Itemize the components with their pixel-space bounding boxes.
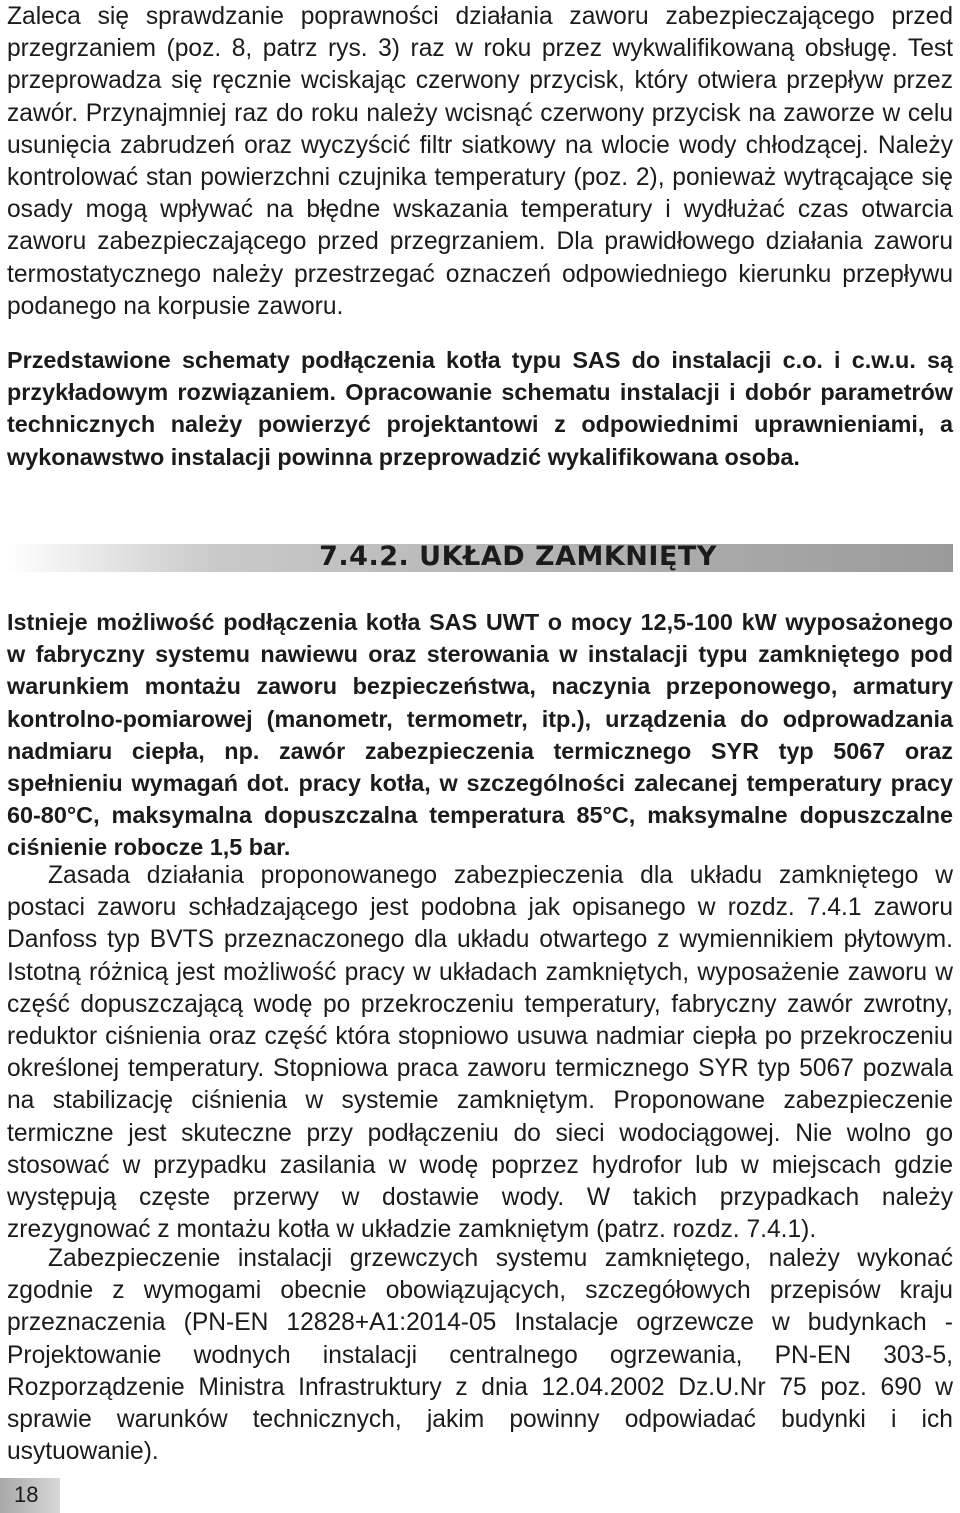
paragraph-regulations: Zabezpieczenie instalacji grzewczych systemu zamkniętego, należy wykonać zgodnie z wymogami obecnie obowiązujących, szczegółowych przepisów kraju przeznaczenia (PN-EN 12828+A1:2014-05 Instalacje ogrzewcze w budynkach - Projektowanie wodnych instalacji centralnego ogrzewania, PN-EN 303-5, Rozporządzenie Ministra Infrastruktury z dnia 12.04.2002 Dz.U.Nr 75 poz. 690 w sprawie warunków technicznych, jakim powinny odpowiadać budynki i ich usytuowanie).	[7, 1245, 953, 1466]
section-heading: 7.4.2. UKŁAD ZAMKNIĘTY	[319, 541, 717, 572]
page-number: 18	[14, 1482, 39, 1507]
paragraph-cooling-valve-principle: Zasada działania proponowanego zabezpieczenia dla układu zamkniętego w postaci zaworu schładzającego jest podobna jak opisanego w rozdz. 7.4.1 zaworu Danfoss typ BVTS przeznaczonego dla układu otwartego z wymiennikiem płytowym. Istotną różnicą jest możliwość pracy w układach zamkniętych, wyposażenie zaworu w część dopuszczającą wodę po przekroczeniu temperatury, fabryczny zawór zwrotny, reduktor ciśnienia oraz część która stopniowo usuwa nadmiar ciepła po przekroczeniu określonej temperatury. Stopniowa praca zaworu termicznego SYR typ 5067 pozwala na stabilizację ciśnienia w systemie zamkniętym. Proponowane zabezpieczenie termiczne jest skuteczne przy podłączeniu do sieci wodociągowej. Nie wolno go stosować w przypadku zasilania w wodę poprzez hydrofor lub w miejscach gdzie występują częste przerwy w dostawie wody. W takich przypadkach należy zrezygnować z montażu kotła w układzie zamkniętym (patrz. rozdz. 7.4.1).	[7, 862, 953, 1244]
paragraph-schemes-note: Przedstawione schematy podłączenia kotła typu SAS do instalacji c.o. i c.w.u. są przykładowym rozwiązaniem. Opracowanie schematu instalacji i dobór parametrów technicznych należy powierzyć projektantowi z odpowiednimi uprawnieniami, a wykonawstwo instalacji powinna przeprowadzić wykalifikowana osoba.	[7, 347, 953, 470]
paragraph-closed-system-conditions: Istnieje możliwość podłączenia kotła SAS UWT o mocy 12,5-100 kW wyposażonego w fabryczny systemu nawiewu oraz sterowania w instalacji typu zamkniętego pod warunkiem montażu zaworu bezpieczeństwa, naczynia przeponowego, armatury kontrolno-pomiarowej (manometr, termometr, itp.), urządzenia do odprowadzania nadmiaru ciepła, np. zawór zabezpieczenia termicznego SYR typ 5067 oraz spełnieniu wymagań dot. pracy kotła, w szczególności zalecanej temperatury pracy 60-80°C, maksymalna dopuszczalna temperatura 85°C, maksymalne dopuszczalne ciśnienie robocze 1,5 bar.	[7, 609, 953, 861]
paragraph-valve-maintenance: Zaleca się sprawdzanie poprawności działania zaworu zabezpieczającego przed przegrzaniem (poz. 8, patrz rys. 3) raz w roku przez wykwalifikowaną obsługę. Test przeprowadza się ręcznie wciskając czerwony przycisk, który otwiera przepływ przez zawór. Przynajmniej raz do roku należy wcisnąć czerwony przycisk na zaworze w celu usunięcia zabrudzeń oraz wyczyścić filtr siatkowy na wlocie wody chłodzącej. Należy kontrolować stan powierzchni czujnika temperatury (poz. 2), ponieważ wytrącające się osady mogą wpływać na błędne wskazania temperatury i wydłużać czas otwarcia zaworu zabezpieczającego przed przegrzaniem. Dla prawidłowego działania zaworu termostatycznego należy przestrzegać oznaczeń odpowiedniego kierunku przepływu podanego na korpusie zaworu.	[7, 3, 953, 320]
